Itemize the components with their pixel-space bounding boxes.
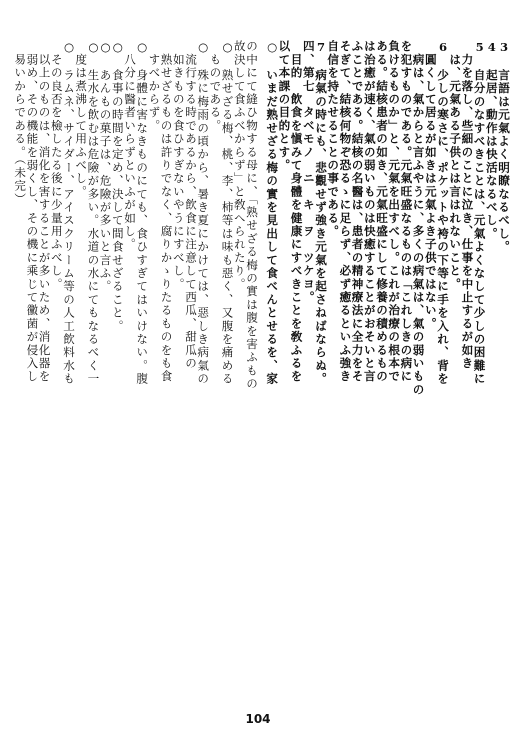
text-column: の中にて縫ひ物する母に、「熟せざる梅の實は腹を害ふもの bbox=[245, 40, 259, 391]
text-column: 病は、氣からと言ふやうに、多くの病氣は、氣の弱いもの bbox=[411, 40, 426, 397]
text-column: すべからず。 bbox=[147, 40, 162, 133]
text-column: ○ ラムネ、サイダー、アイスクリーム等の人工飲料水も bbox=[62, 40, 76, 386]
page-number: 104 bbox=[245, 712, 271, 726]
text-column: 度は煮沸して用ふべし。 bbox=[74, 40, 89, 199]
text-column: は治癒が速く、氣の弱いものは快癒することがおそいと言 bbox=[362, 40, 377, 384]
text-column: ○ 熟せざる梅、桃、李、柿等は味も惡く、又腹を痛める bbox=[220, 40, 235, 386]
text-column: 以上のものは、消化を害することが多いため、消化器を bbox=[37, 40, 52, 384]
text-column: ふことである。結核の名醫は、患者の精神療法に全力をそ bbox=[350, 40, 365, 384]
section-heading: 四、第七 タベモノ ニ キ ヲ ツケヨ。 bbox=[301, 40, 316, 304]
text-column: 力を落し、些細のことに泣き、仕事を中止するが如き bbox=[460, 40, 475, 370]
text-column: ○ 身體に害なきものにても、食ひすぎてはいけない。腹 bbox=[135, 40, 150, 386]
text-column: 弱め、その機能を弱くし、その機に乘じて黴菌が侵入し bbox=[25, 40, 40, 384]
text-column: ある。結核患者の如き、元氣旺盛にして修養の積めるもの bbox=[375, 40, 389, 384]
text-column: 圓くして居るが如きは元氣よき子供ではない。 bbox=[423, 40, 438, 331]
text-column: 5 自分のなすべきことは、元氣よくなして少しの困難に bbox=[472, 40, 487, 386]
text-column: 流行する時であるから、飲食に注意して西瓜、甜瓜の bbox=[184, 40, 198, 370]
text-column: ○ あんもの菓子は、危險が多いと言ふ。 bbox=[98, 40, 113, 294]
text-column: 7 病氣の時にも、悲觀せず強き元氣を起さねばならぬ。 bbox=[314, 40, 328, 386]
text-column: ○ 食事の時間を定め、決して間食せざること。 bbox=[110, 40, 125, 333]
text-column: ○ 生水を飲むは危險が多い。水道の水にてもなるべく一 bbox=[86, 40, 101, 386]
text-column: は、元氣ある子供とは言はれないこと。 bbox=[448, 40, 463, 291]
text-column: 4 起居、動作は快活なるべし。 bbox=[484, 40, 499, 241]
text-column: 6 少しの寒さに、ポケットや袴の下等に手を入れ、背を bbox=[436, 40, 450, 386]
text-column: 故決して食ふべからず」と敎へられたり。 bbox=[232, 40, 247, 291]
text-column: 八分に醫者いらずといふが如し。 bbox=[123, 40, 137, 252]
text-column: ○ 殊に梅雨の頃から、暑き夏にかけては、惡しき病氣の bbox=[196, 40, 211, 386]
text-column: その良否を檢したる後に少量用ふべし。 bbox=[49, 40, 64, 291]
text-column: そぎて、結核何物ぞ恐るゝに足らず、必ず癒るといふ強き bbox=[338, 40, 353, 384]
text-column: を犯すものである。元氣旺盛なるものは「これしきの病に bbox=[399, 40, 414, 384]
text-column: 3 言語は元氣よく明瞭なるべし。 bbox=[497, 40, 511, 254]
text-column: 目的 飲食を愼みて身體を健康にすべきことを敎ふるを bbox=[289, 40, 304, 384]
text-column: 熟せざるものは許りでなく、腐りかゝりたるものをも食 bbox=[159, 40, 174, 384]
text-column: 易いからである。（未完） bbox=[13, 40, 28, 206]
text-column: ○ いまだ熟せざる梅の實を見出して食べんとせるを、家 bbox=[265, 40, 280, 386]
text-column: 自信を持たせることの事である。 bbox=[326, 40, 341, 238]
text-column: ものである。 bbox=[208, 40, 223, 133]
text-column: 以て本課の目的とす。 bbox=[277, 40, 292, 172]
text-column: 負けるものか」と、元氣を出すべし。これが治療の根本で bbox=[387, 40, 402, 384]
text-column: 如きものを食ひすぎないやうにすべし。 bbox=[171, 40, 186, 291]
